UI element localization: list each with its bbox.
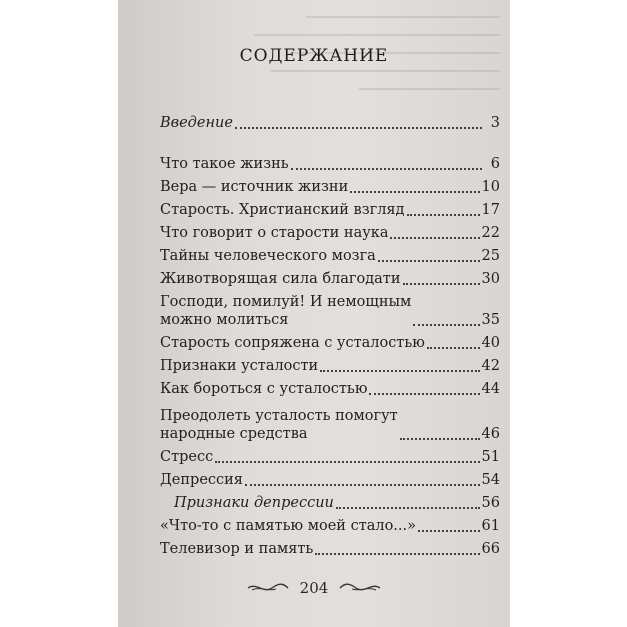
toc-entry-page: 66 (481, 541, 500, 557)
toc-entry-page: 42 (481, 358, 500, 374)
toc-entry (160, 517, 500, 535)
toc-entry-title: Телевизор и память (160, 541, 314, 557)
toc-entry-page: 46 (481, 426, 500, 442)
toc-entry-page: 3 (490, 115, 500, 131)
toc-entry-page: 40 (481, 335, 500, 351)
toc-entry-title: Что говорит о старости наука (160, 225, 389, 241)
page-title: СОДЕРЖАНИЕ (239, 46, 389, 66)
dot-leader (315, 553, 479, 555)
toc-entry (160, 224, 500, 242)
dot-leader (336, 507, 480, 509)
dot-leader (418, 530, 480, 532)
flourish-left-icon (246, 581, 290, 595)
toc-entry (160, 155, 500, 173)
flourish-right-icon (338, 581, 382, 595)
toc-entry-title: Преодолеть усталость помогут народные средства (160, 408, 398, 442)
toc-entry (160, 178, 500, 196)
toc-entry-introduction (160, 114, 500, 132)
toc-entry-title: Как бороться с усталостью (160, 381, 368, 397)
toc-entry-page: 54 (481, 472, 500, 488)
toc-entry (160, 407, 500, 443)
toc-entry-title: Вера — источник жизни (160, 179, 349, 195)
dot-leader (245, 484, 480, 486)
toc-entry-title: Депрессия (160, 472, 243, 488)
toc-entry-title: Что такое жизнь (160, 156, 289, 172)
toc-entry-page: 30 (481, 271, 500, 287)
page-footer (118, 579, 510, 597)
toc-entry-page: 56 (481, 495, 500, 511)
toc-entry-title: Господи, помилуй! И немощным можно молиться (160, 294, 412, 328)
toc-entry-page: 61 (481, 518, 500, 534)
toc-entry-title: Тайны человеческого мозга (160, 248, 376, 264)
toc-entry-title: Старость. Христианский взгляд (160, 202, 405, 218)
toc-entry (160, 247, 500, 265)
toc-entry-title: Старость сопряжена с усталостью (160, 335, 425, 351)
toc-entry (160, 540, 500, 558)
dot-leader (235, 127, 482, 129)
toc-entry (160, 448, 500, 466)
toc-entry-title: Животворящая сила благодати (160, 271, 401, 287)
toc-entry (160, 201, 500, 219)
toc-entry (160, 270, 500, 288)
dot-leader (320, 370, 479, 372)
dot-leader (369, 393, 479, 395)
dot-leader (407, 214, 480, 216)
toc-entry (160, 471, 500, 489)
dot-leader (215, 461, 479, 463)
toc-entry-page: 10 (481, 179, 500, 195)
dot-leader (390, 237, 479, 239)
toc-entry-page: 6 (490, 156, 500, 172)
toc-entry-page: 25 (481, 248, 500, 264)
toc-entry (160, 334, 500, 352)
toc-entry-page: 22 (481, 225, 500, 241)
page-number: 204 (299, 579, 329, 597)
toc-entry-title: «Что-то с памятью моей стало...» (160, 518, 416, 534)
dot-leader (291, 168, 482, 170)
toc-entry-title: Признаки усталости (160, 358, 319, 374)
dot-leader (400, 438, 480, 440)
toc-entry-page: 44 (481, 381, 500, 397)
dot-leader (403, 283, 480, 285)
toc-entry-title: Признаки депрессии (174, 495, 334, 511)
toc-entry (160, 293, 500, 329)
dot-leader (427, 347, 480, 349)
dot-leader (413, 324, 479, 326)
toc-entry-page: 35 (481, 312, 500, 328)
toc-entry-title: Введение (160, 115, 233, 131)
toc-entry-page: 51 (481, 449, 500, 465)
dot-leader (350, 191, 479, 193)
book-page (118, 0, 510, 627)
toc-subentry (174, 494, 500, 512)
toc-entry (160, 357, 500, 375)
toc-entry (160, 380, 500, 398)
toc-entry-page: 17 (481, 202, 500, 218)
dot-leader (378, 260, 480, 262)
toc-entry-title: Стресс (160, 449, 214, 465)
